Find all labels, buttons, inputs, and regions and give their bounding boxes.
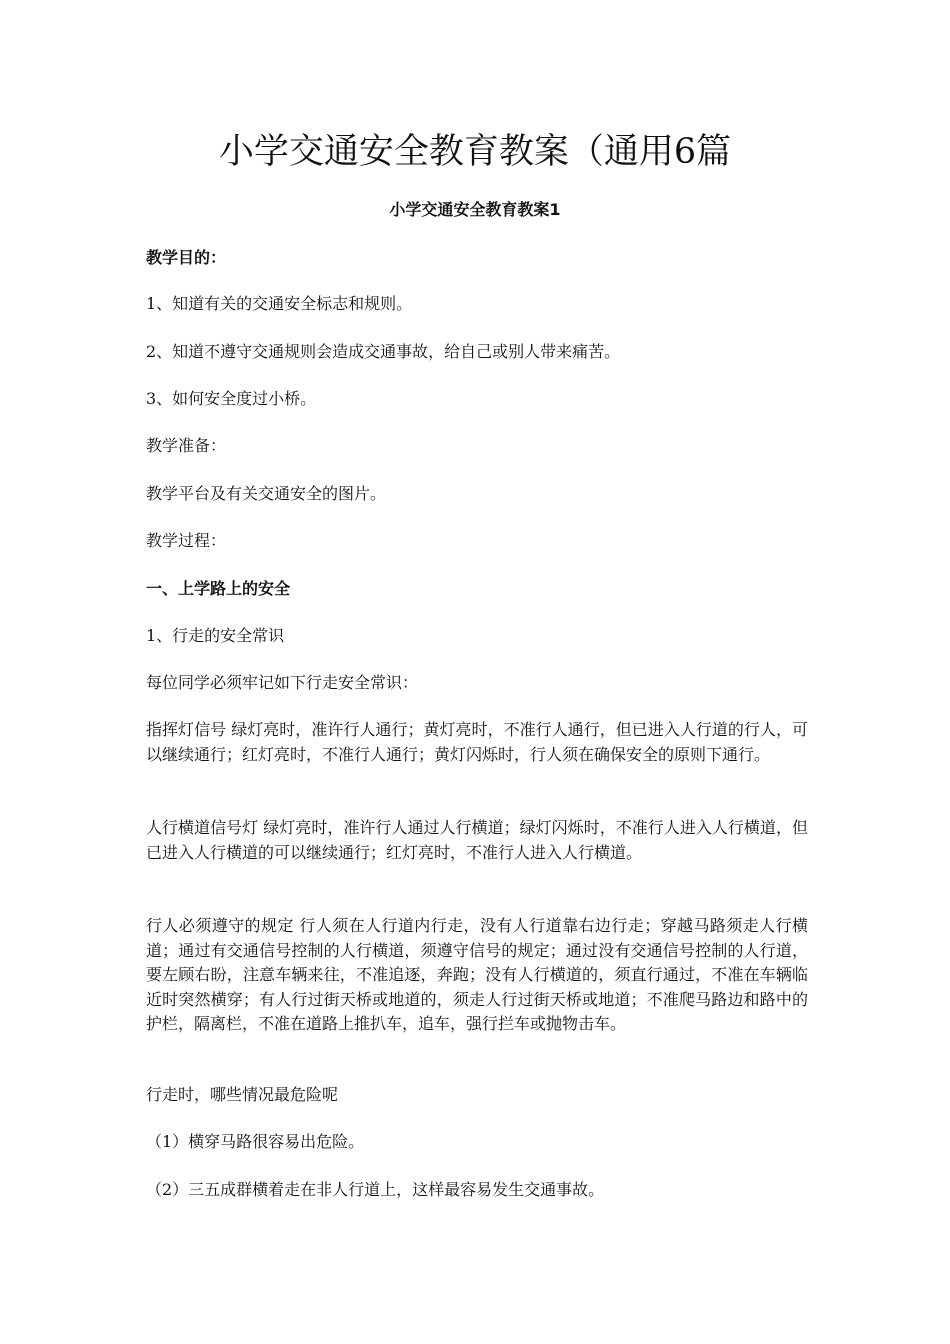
subsection-walking-safety: 1、行走的安全常识 [146,626,285,645]
paragraph-crosswalk-signal: 人行横道信号灯 绿灯亮时，准许行人通过人行横道；绿灯闪烁时，不准行人进入人行横道，但已进入人行横道的可以继续通行；红灯亮时，不准行人进入人行横道。 [146,818,808,862]
heading-teaching-prep: 教学准备： [146,436,227,455]
danger-item-1: （1）横穿马路很容易出危险。 [146,1132,365,1151]
danger-item-2: （2）三五成群横着走在非人行道上，这样最容易发生交通事故。 [146,1180,605,1199]
paragraph-traffic-signal: 指挥灯信号 绿灯亮时，准许行人通行；黄灯亮时，不准行人通行，但已进入人行道的行人，可以继续通行；红灯亮时，不准行人通行；黄灯闪烁时，行人须在确保安全的原则下通行。 [146,720,808,764]
section-subtitle: 小学交通安全教育教案1 [389,200,561,219]
section-heading-school-road-safety: 一、上学路上的安全 [146,579,291,598]
goal-item-1: 1、知道有关的交通安全标志和规则。 [146,294,413,313]
heading-teaching-process: 教学过程： [146,531,227,550]
walking-safety-intro: 每位同学必须牢记如下行走安全常识： [146,673,419,692]
question-danger: 行走时，哪些情况最危险呢 [146,1085,339,1104]
goal-item-3: 3、如何安全度过小桥。 [146,389,317,408]
heading-teaching-goals: 教学目的： [146,248,227,267]
goal-item-2: 2、知道不遵守交通规则会造成交通事故，给自己或别人带来痛苦。 [146,342,621,361]
document-title: 小学交通安全教育教案（通用6篇 [218,132,732,172]
prep-text: 教学平台及有关交通安全的图片。 [146,484,387,503]
paragraph-pedestrian-rules: 行人必须遵守的规定 行人须在人行道内行走，没有人行道靠右边行走；穿越马路须走人行横道；通过有交通信号控制的人行横道，须遵守信号的规定；通过没有交通信号控制的人行道，要左顾右盼，注意车辆来往，不准追逐，奔跑；没有人行横道的，须直行通过，不准在车辆临近时突然横穿；有人行过街天桥或地道的，须走人行过街天桥或地道；不准爬马路边和路中的护栏，隔离栏，不准在道路上推扒车，追车，强行拦车或抛物击车。 [146,916,808,1033]
